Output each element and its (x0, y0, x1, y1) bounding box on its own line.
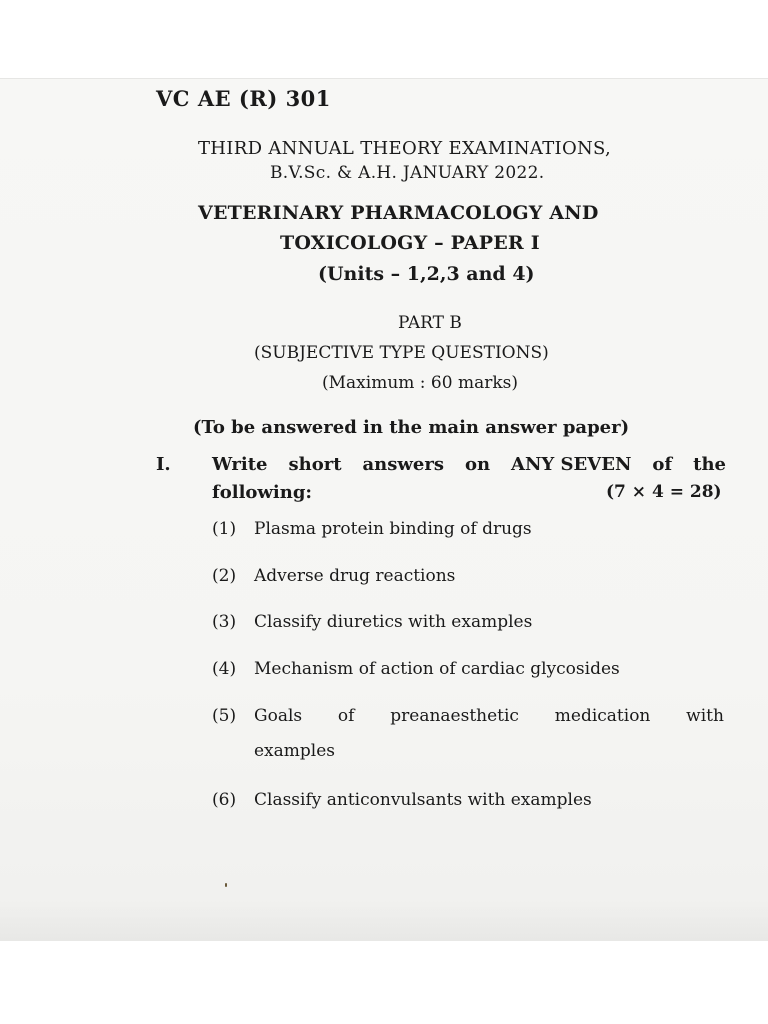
answer-instruction: (To be answered in the main answer paper) (193, 417, 630, 438)
list-item (212, 519, 532, 539)
question-type: (SUBJECTIVE TYPE QUESTIONS) (254, 343, 549, 363)
item-text (254, 706, 724, 726)
question-word: Write (212, 454, 268, 475)
question-word: on (464, 454, 491, 475)
subject-units: (Units – 1,2,3 and 4) (318, 263, 535, 285)
item-text: Classify anticonvulsants with examples (254, 790, 592, 810)
part-title: PART B (398, 313, 462, 333)
item-word: medication (554, 706, 651, 726)
exam-title-line1: THIRD ANNUAL THEORY EXAMINATIONS, (198, 138, 612, 159)
question-text-line1 (212, 454, 726, 475)
item-number: (2) (212, 566, 237, 586)
list-item (212, 790, 592, 810)
item-number: (4) (212, 659, 237, 679)
subject-line2: TOXICOLOGY – PAPER I (280, 232, 540, 254)
list-item (212, 706, 724, 726)
item-word: preanaesthetic (390, 706, 519, 726)
item-text: Adverse drug reactions (254, 566, 456, 586)
item-text-continuation: examples (254, 741, 336, 761)
item-number: (1) (212, 519, 237, 539)
paper-speck (225, 883, 227, 887)
item-text: Classify diuretics with examples (254, 612, 533, 632)
maximum-marks: (Maximum : 60 marks) (322, 373, 518, 393)
question-word: the (693, 454, 726, 475)
question-word: answers (362, 454, 444, 475)
item-text: Plasma protein binding of drugs (254, 519, 532, 539)
item-number: (3) (212, 612, 237, 632)
exam-title-line2: B.V.Sc. & A.H. JANUARY 2022. (270, 163, 545, 183)
item-word: of (337, 706, 355, 726)
paper-code: VC AE (R) 301 (156, 86, 331, 111)
list-item (212, 566, 455, 586)
list-item (212, 659, 620, 679)
item-number: (5) (212, 706, 237, 726)
item-number: (6) (212, 790, 237, 810)
subject-line1: VETERINARY PHARMACOLOGY AND (198, 202, 599, 224)
question-marks: (7 × 4 = 28) (606, 482, 722, 502)
item-word: with (686, 706, 724, 726)
item-text: Mechanism of action of cardiac glycosides (254, 659, 620, 679)
list-item (212, 612, 532, 632)
question-word: short (288, 454, 342, 475)
question-word: of (652, 454, 673, 475)
question-number: I. (156, 454, 171, 475)
question-word: ANY SEVEN (511, 454, 632, 475)
item-word: Goals (254, 706, 303, 726)
question-text-line2: following: (212, 482, 313, 503)
